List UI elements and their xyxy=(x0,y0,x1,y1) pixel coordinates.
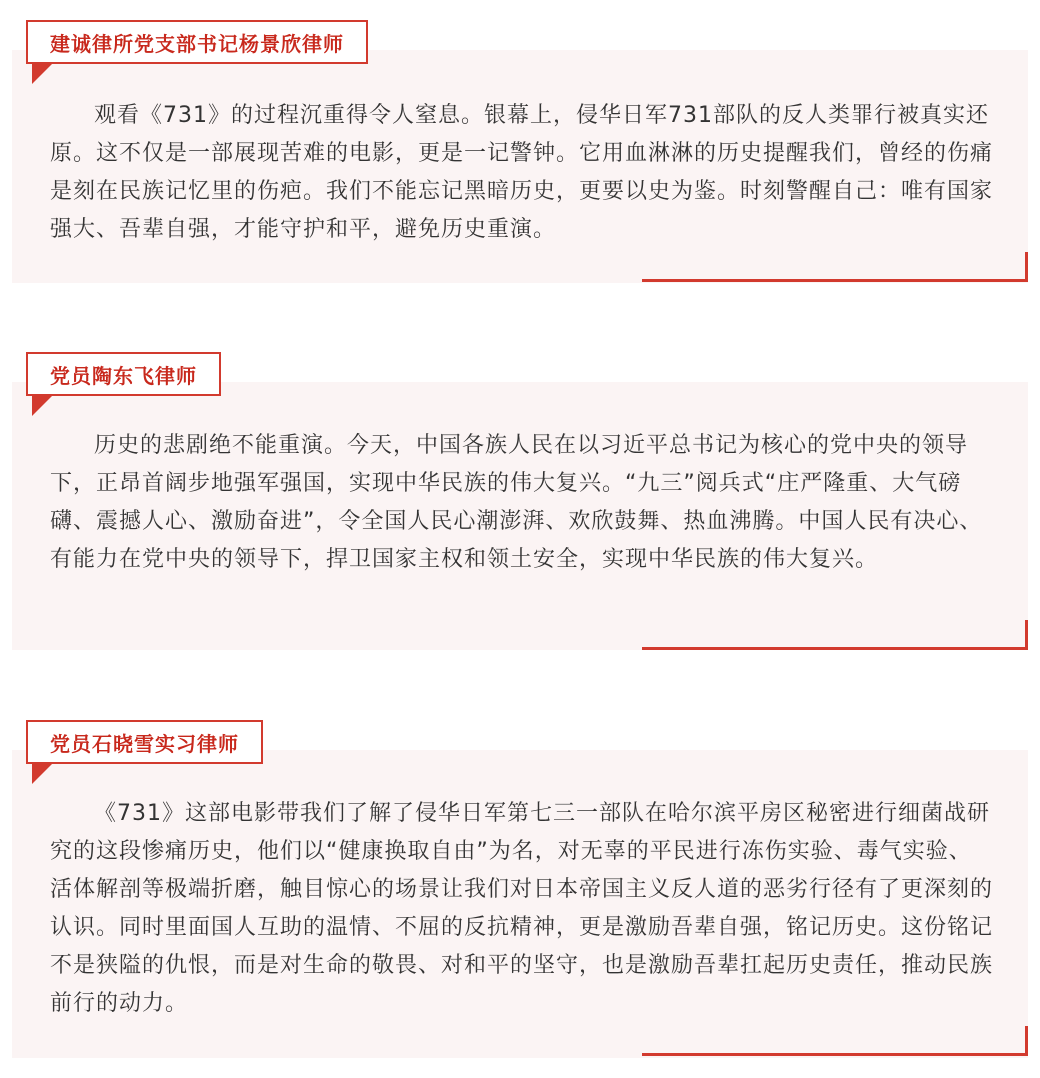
statement-text: 《731》这部电影带我们了解了侵华日军第七三一部队在哈尔滨平房区秘密进行细菌战研究的这段惨痛历史，他们以“健康换取自由”为名，对无辜的平民进行冻伤实验、毒气实验、活体解剖等极端折磨，触目惊心的场景让我们对日本帝国主义反人道的恶劣行径有了更深刻的认识。同时里面国人互助的温情、不屈的反抗精神，更是激励吾辈自强，铭记历史。这份铭记不是狭隘的仇恨，而是对生命的敬畏、对和平的坚守，也是激励吾辈扛起历史责任，推动民族前行的动力。 xyxy=(50,801,994,1016)
corner-line-decoration xyxy=(642,1026,1028,1056)
author-title-text: 党员陶东飞律师 xyxy=(50,363,197,388)
author-title-text: 党员石晓雪实习律师 xyxy=(50,731,239,756)
corner-line-decoration xyxy=(642,252,1028,282)
statement-text: 观看《731》的过程沉重得令人窒息。银幕上，侵华日军731部队的反人类罪行被真实还原。这不仅是一部展现苦难的电影，更是一记警钟。它用血淋淋的历史提醒我们，曾经的伤痛是刻在民族记忆里的伤疤。我们不能忘记黑暗历史，更要以史为鉴。时刻警醒自己：唯有国家强大、吾辈自强，才能守护和平，避免历史重演。 xyxy=(50,103,994,242)
statement-text: 历史的悲剧绝不能重演。今天，中国各族人民在以习近平总书记为核心的党中央的领导下，正昂首阔步地强军强国，实现中华民族的伟大复兴。“九三”阅兵式“庄严隆重、大气磅礴、震撼人心、激励奋进”，令全国人民心潮澎湃、欢欣鼓舞、热血沸腾。中国人民有决心、有能力在党中央的领导下，捍卫国家主权和领土安全，实现中华民族的伟大复兴。 xyxy=(50,433,983,572)
author-title-text: 建诚律所党支部书记杨景欣律师 xyxy=(50,31,344,56)
author-title xyxy=(26,352,221,396)
author-title xyxy=(26,20,368,64)
title-corner-decoration xyxy=(32,764,52,784)
title-corner-decoration xyxy=(32,64,52,84)
author-title xyxy=(26,720,263,764)
title-corner-decoration xyxy=(32,396,52,416)
corner-line-decoration xyxy=(642,620,1028,650)
